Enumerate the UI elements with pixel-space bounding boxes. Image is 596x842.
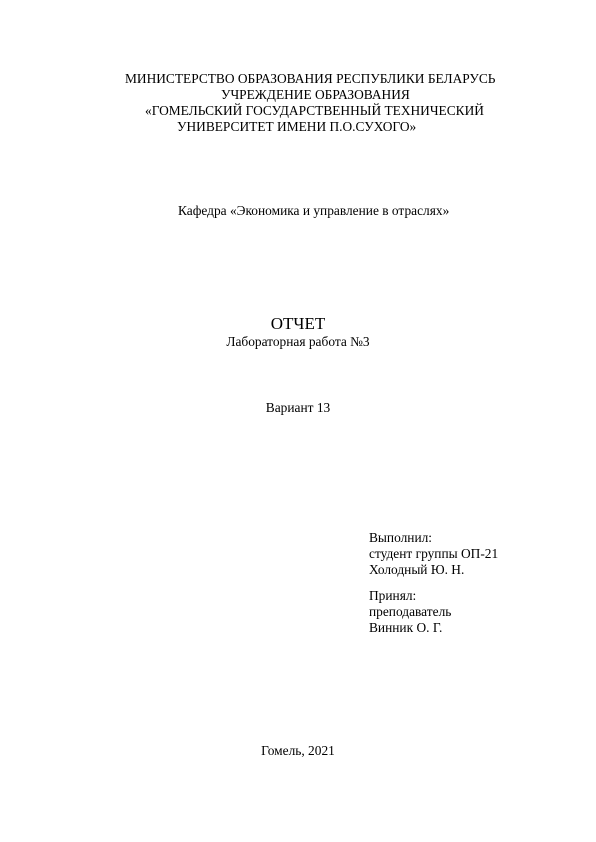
accepted-by-name: Винник О. Г. xyxy=(369,620,443,635)
performed-by-role: студент группы ОП-21 xyxy=(369,546,499,561)
accepted-by-role: преподаватель xyxy=(369,604,452,619)
university-name-line-2: УНИВЕРСИТЕТ ИМЕНИ П.О.СУХОГО» xyxy=(177,119,417,134)
variant-number: Вариант 13 xyxy=(265,400,331,415)
ministry-line: МИНИСТЕРСТВО ОБРАЗОВАНИЯ РЕСПУБЛИКИ БЕЛАРУСЬ xyxy=(125,71,496,86)
accepted-by-label: Принял: xyxy=(369,588,417,603)
institution-type-line: УЧРЕЖДЕНИЕ ОБРАЗОВАНИЯ xyxy=(221,87,410,102)
performed-by-label: Выполнил: xyxy=(369,530,433,545)
performed-by-name: Холодный Ю. Н. xyxy=(369,562,465,577)
city-and-year: Гомель, 2021 xyxy=(261,743,335,758)
report-title: ОТЧЕТ xyxy=(270,314,326,333)
report-subtitle: Лабораторная работа №3 xyxy=(226,334,370,349)
department-name: Кафедра «Экономика и управление в отраслях» xyxy=(178,203,450,218)
university-name-line-1: «ГОМЕЛЬСКИЙ ГОСУДАРСТВЕННЫЙ ТЕХНИЧЕСКИЙ xyxy=(145,103,484,118)
